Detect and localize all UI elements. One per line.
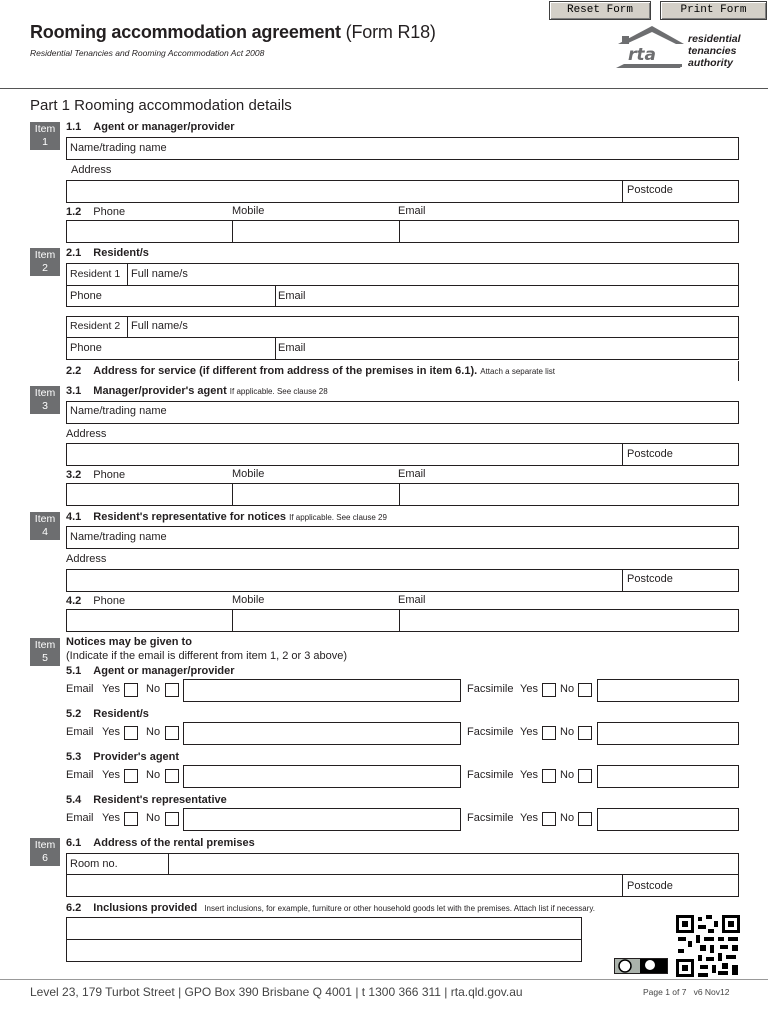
item-tag-5: Item 5 xyxy=(30,638,60,666)
section-2-2-heading: 2.2 Address for service (if different from address of the premises in item 6.1). Attach a separate list xyxy=(66,365,555,377)
qr-code-icon xyxy=(676,915,740,977)
provider-agent-postcode-label: Postcode xyxy=(627,448,673,460)
room-number-label: Room no. xyxy=(70,858,118,870)
agent-contact-fields[interactable] xyxy=(66,220,739,243)
notice-row-heading: 5.4 Resident's representative xyxy=(66,794,227,806)
notice-email-no-checkbox[interactable] xyxy=(165,812,179,826)
notice-row-heading: 5.3 Provider's agent xyxy=(66,751,180,763)
divider xyxy=(127,263,128,285)
divider xyxy=(399,609,400,632)
divider xyxy=(66,337,739,338)
notice-email-no-label: No xyxy=(146,683,161,695)
notice-fax-field[interactable] xyxy=(597,808,739,831)
notice-email-field[interactable] xyxy=(183,679,461,702)
provider-agent-address-label: Address xyxy=(66,428,107,440)
notice-fax-no-label: No xyxy=(560,769,575,781)
divider xyxy=(232,483,233,506)
notice-email-no-label: No xyxy=(146,726,161,738)
notice-fax-label: Facsimile xyxy=(467,683,514,695)
notice-fax-yes-checkbox[interactable] xyxy=(542,769,556,783)
notice-fax-yes-checkbox[interactable] xyxy=(542,683,556,697)
section-6-2-heading: 6.2 Inclusions provided Insert inclusions, for example, furniture or other household goods let with the premises. Attach list if necessary. xyxy=(66,902,595,914)
divider xyxy=(622,569,623,592)
provider-agent-name-field[interactable] xyxy=(66,401,739,424)
resident-2-label: Resident 2 xyxy=(70,320,121,332)
representative-mobile-label: Mobile xyxy=(232,594,265,606)
rta-logo-icon xyxy=(614,24,686,70)
item-tag-3: Item 3 xyxy=(30,386,60,414)
notice-fax-field[interactable] xyxy=(597,679,739,702)
divider xyxy=(66,939,582,940)
notice-email-label: Email xyxy=(66,726,94,738)
item-tag-6: Item 6 xyxy=(30,838,60,866)
header-divider xyxy=(0,88,768,89)
section-6-1-heading: 6.1 Address of the rental premises xyxy=(66,837,255,849)
notice-email-yes-checkbox[interactable] xyxy=(124,683,138,697)
notice-fax-no-checkbox[interactable] xyxy=(578,812,592,826)
representative-name-label: Name/trading name xyxy=(70,531,167,543)
item-tag-4: Item 4 xyxy=(30,512,60,540)
item-tag-2: Item 2 xyxy=(30,248,60,276)
notice-email-no-label: No xyxy=(146,812,161,824)
notice-email-yes-label: Yes xyxy=(102,726,120,738)
section-1-1-heading: 1.1 Agent or manager/provider xyxy=(66,121,235,133)
divider xyxy=(622,874,623,897)
divider xyxy=(168,853,169,874)
section-4-2-label: 4.2 Phone xyxy=(66,595,126,607)
form-title: Rooming accommodation agreement (Form R18) xyxy=(30,22,436,42)
creative-commons-badge xyxy=(614,958,668,974)
representative-address-label: Address xyxy=(66,553,107,565)
section-3-1-heading: 3.1 Manager/provider's agent If applicable. See clause 28 xyxy=(66,385,328,397)
agent-email-label: Email xyxy=(398,205,426,217)
notice-fax-no-label: No xyxy=(560,812,575,824)
agent-address-label: Address xyxy=(71,164,112,176)
section-2-1-heading: 2.1 Resident/s xyxy=(66,247,149,259)
divider xyxy=(399,483,400,506)
footer-divider xyxy=(0,979,768,980)
resident-1-email-label: Email xyxy=(278,290,306,302)
notice-email-no-checkbox[interactable] xyxy=(165,769,179,783)
notice-email-yes-label: Yes xyxy=(102,812,120,824)
notice-fax-no-label: No xyxy=(560,683,575,695)
divider xyxy=(66,874,739,875)
section-1-2-label: 1.2 Phone xyxy=(66,206,126,218)
section-3-2-label: 3.2 Phone xyxy=(66,469,126,481)
notice-email-field[interactable] xyxy=(183,765,461,788)
notice-fax-no-checkbox[interactable] xyxy=(578,769,592,783)
resident-2-fullname-label: Full name/s xyxy=(131,320,188,332)
print-form-button[interactable]: Print Form xyxy=(660,1,767,20)
divider xyxy=(622,443,623,466)
notice-fax-yes-label: Yes xyxy=(520,726,538,738)
agent-name-label: Name/trading name xyxy=(70,142,167,154)
notice-fax-no-checkbox[interactable] xyxy=(578,726,592,740)
divider xyxy=(275,285,276,307)
notice-fax-label: Facsimile xyxy=(467,769,514,781)
notice-fax-yes-label: Yes xyxy=(520,769,538,781)
notice-email-label: Email xyxy=(66,812,94,824)
resident-1-phone-label: Phone xyxy=(70,290,102,302)
cc-by-icon xyxy=(615,959,667,973)
section-4-1-heading: 4.1 Resident's representative for notices If applicable. See clause 29 xyxy=(66,511,387,523)
notice-email-yes-checkbox[interactable] xyxy=(124,726,138,740)
act-name: Residential Tenancies and Rooming Accommodation Act 2008 xyxy=(30,48,265,58)
resident-1-label: Resident 1 xyxy=(70,268,121,280)
notice-fax-yes-checkbox[interactable] xyxy=(542,726,556,740)
resident-2-phone-label: Phone xyxy=(70,342,102,354)
notice-fax-field[interactable] xyxy=(597,722,739,745)
divider xyxy=(399,220,400,243)
notice-fax-label: Facsimile xyxy=(467,812,514,824)
rta-logo-text: residential tenancies authority xyxy=(688,33,741,69)
representative-email-label: Email xyxy=(398,594,426,606)
representative-name-field[interactable] xyxy=(66,526,739,549)
notice-email-label: Email xyxy=(66,683,94,695)
rta-logo-mark: rta xyxy=(628,45,656,65)
page-info: Page 1 of 7 v6 Nov12 xyxy=(643,987,730,997)
provider-agent-name-label: Name/trading name xyxy=(70,405,167,417)
notice-row-heading: 5.1 Agent or manager/provider xyxy=(66,665,235,677)
representative-contact-fields[interactable] xyxy=(66,609,739,632)
divider xyxy=(738,361,739,381)
premises-postcode-label: Postcode xyxy=(627,880,673,892)
divider xyxy=(232,609,233,632)
footer-address: Level 23, 179 Turbot Street | GPO Box 390 Brisbane Q 4001 | t 1300 366 311 | rta.qld.gov.au xyxy=(30,985,523,999)
notice-row-heading: 5.2 Resident/s xyxy=(66,708,149,720)
item-tag-1: Item 1 xyxy=(30,122,60,150)
notice-fax-no-checkbox[interactable] xyxy=(578,683,592,697)
divider xyxy=(66,285,739,286)
reset-form-button[interactable]: Reset Form xyxy=(549,1,651,20)
notice-email-no-label: No xyxy=(146,769,161,781)
notice-email-yes-label: Yes xyxy=(102,769,120,781)
divider xyxy=(275,337,276,360)
notice-fax-yes-checkbox[interactable] xyxy=(542,812,556,826)
notice-email-label: Email xyxy=(66,769,94,781)
notice-email-yes-checkbox[interactable] xyxy=(124,769,138,783)
notice-fax-label: Facsimile xyxy=(467,726,514,738)
notice-email-yes-checkbox[interactable] xyxy=(124,812,138,826)
notices-subheading: (Indicate if the email is different from item 1, 2 or 3 above) xyxy=(66,650,348,662)
notice-email-no-checkbox[interactable] xyxy=(165,683,179,697)
notice-fax-no-label: No xyxy=(560,726,575,738)
provider-agent-email-label: Email xyxy=(398,468,426,480)
notice-email-field[interactable] xyxy=(183,722,461,745)
part1-title: Part 1 Rooming accommodation details xyxy=(30,97,292,114)
notice-email-yes-label: Yes xyxy=(102,683,120,695)
notices-heading: Notices may be given to xyxy=(66,636,192,648)
notice-email-field[interactable] xyxy=(183,808,461,831)
agent-postcode-label: Postcode xyxy=(627,184,673,196)
divider xyxy=(622,180,623,203)
resident-1-fullname-label: Full name/s xyxy=(131,268,188,280)
notice-email-no-checkbox[interactable] xyxy=(165,726,179,740)
divider xyxy=(127,316,128,337)
divider xyxy=(232,220,233,243)
resident-2-email-label: Email xyxy=(278,342,306,354)
notice-fax-yes-label: Yes xyxy=(520,683,538,695)
agent-name-field[interactable] xyxy=(66,137,739,160)
agent-mobile-label: Mobile xyxy=(232,205,265,217)
provider-agent-mobile-label: Mobile xyxy=(232,468,265,480)
representative-postcode-label: Postcode xyxy=(627,573,673,585)
provider-agent-contact-fields[interactable] xyxy=(66,483,739,506)
notice-fax-field[interactable] xyxy=(597,765,739,788)
notice-fax-yes-label: Yes xyxy=(520,812,538,824)
